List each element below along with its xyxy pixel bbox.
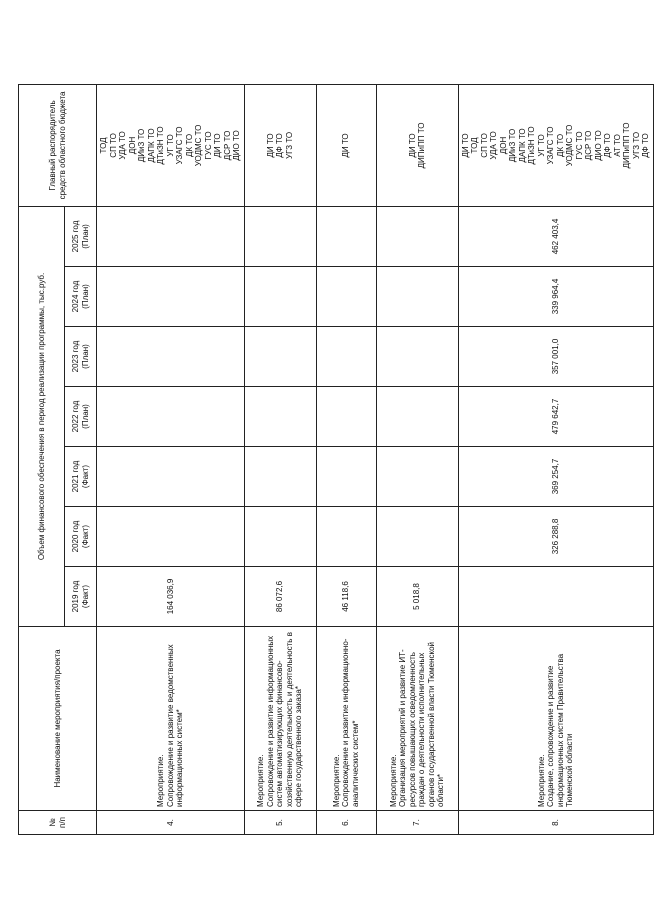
row-value-2021 [244,447,316,507]
row-value-2023: 357 001,0 [458,327,653,387]
header-row-top [19,84,65,834]
table-row [97,84,245,834]
row-value-2024 [244,267,316,327]
header-year-2022: 2022 год (План) [65,387,97,447]
row-value-2025: 462 403,4 [458,206,653,266]
row-value-2025 [244,206,316,266]
row-value-2019: 5 018,8 [376,567,458,627]
table-row [244,84,316,834]
row-value-2024 [97,267,245,327]
row-value-2021 [316,447,376,507]
financing-table [18,84,654,835]
row-value-2020 [376,507,458,567]
row-value-2025 [97,206,245,266]
table-row [458,84,653,834]
row-grbs: ДИ ТО [316,84,376,206]
row-value-2021 [376,447,458,507]
header-year-2020: 2020 год (Факт) [65,507,97,567]
row-num: 8. [458,811,653,835]
row-value-2022 [376,387,458,447]
header-year-2021: 2021 год (Факт) [65,447,97,507]
header-name: Наименование мероприятия/проекта [19,627,97,811]
row-value-2024: 339 964,4 [458,267,653,327]
row-num: 7. [376,811,458,835]
row-name: Мероприятие. Сопровождение и развитие информационно-аналитических систем* [316,627,376,811]
row-value-2019 [458,567,653,627]
header-year-2025: 2025 год (План) [65,206,97,266]
row-value-2021 [97,447,245,507]
row-name: Мероприятие. Создание, сопровождение и развитие информационных систем Правительства Тюменской области [458,627,653,811]
row-value-2023 [316,327,376,387]
header-grbs: Главный распорядитель средств областного бюджета [19,84,97,206]
row-grbs: ДИ ТО ДФ ТО УГЗ ТО [244,84,316,206]
row-num: 5. [244,811,316,835]
header-num: № п/п [19,811,97,835]
header-volume: Объем финансового обеспечения в период реализации программы, тыс.руб. [19,206,65,626]
row-grbs: ДИ ТО ДИПиПП ТО [376,84,458,206]
table-row [316,84,376,834]
header-year-2024: 2024 год (План) [65,267,97,327]
row-name: Мероприятие. Сопровождение и развитие информационных систем автоматизирующих финансово-хозяйственную деятельность и деятельность в сфере государственного заказа* [244,627,316,811]
row-value-2020 [97,507,245,567]
row-value-2023 [376,327,458,387]
row-name: Мероприятие. Организация мероприятий и развитие ИТ-ресурсов повышающих осведомленность граждан о деятельности исполнительных органов государственной власти Тюменской области* [376,627,458,811]
row-value-2024 [376,267,458,327]
row-grbs: ТОД СП ТО УДА ТО ДОН ДИиЗ ТО ДАПК ТО ДТиЗН ТО УГ ТО УЗАГС ТО ДК ТО УОДМС ТО ГУС ТО ДИ ТО ДСР ТО ДИО ТО [97,84,245,206]
row-value-2024 [316,267,376,327]
row-value-2022 [97,387,245,447]
row-value-2019: 86 072,6 [244,567,316,627]
header-year-2023: 2023 год (План) [65,327,97,387]
row-value-2021: 369 254,7 [458,447,653,507]
rotated-table-container [18,85,650,835]
row-value-2020 [316,507,376,567]
row-grbs: ДИ ТО ТОД СП ТО УДА ТО ДОН ДИиЗ ТО ДАПК ТО ДТиЗН ТО УГ ТО УЗАГС ТО ДК ТО УОДМС ТО ГУС ТО ДСР ТО ДИО ТО ДФ ТО АТ ТО ДИПиПП ТО УГЗ ТО ДФ ТО [458,84,653,206]
row-name: Мероприятие. Сопровождение и развитие ведомственных информационных систем* [97,627,245,811]
row-value-2020 [244,507,316,567]
row-value-2019: 164 036,9 [97,567,245,627]
row-num: 6. [316,811,376,835]
row-value-2019: 46 118,6 [316,567,376,627]
row-value-2023 [244,327,316,387]
row-value-2025 [316,206,376,266]
table-row [376,84,458,834]
row-value-2022: 479 642,7 [458,387,653,447]
row-num: 4. [97,811,245,835]
header-year-2019: 2019 год (Факт) [65,567,97,627]
row-value-2020: 326 288,8 [458,507,653,567]
row-value-2022 [244,387,316,447]
row-value-2022 [316,387,376,447]
row-value-2023 [97,327,245,387]
row-value-2025 [376,206,458,266]
